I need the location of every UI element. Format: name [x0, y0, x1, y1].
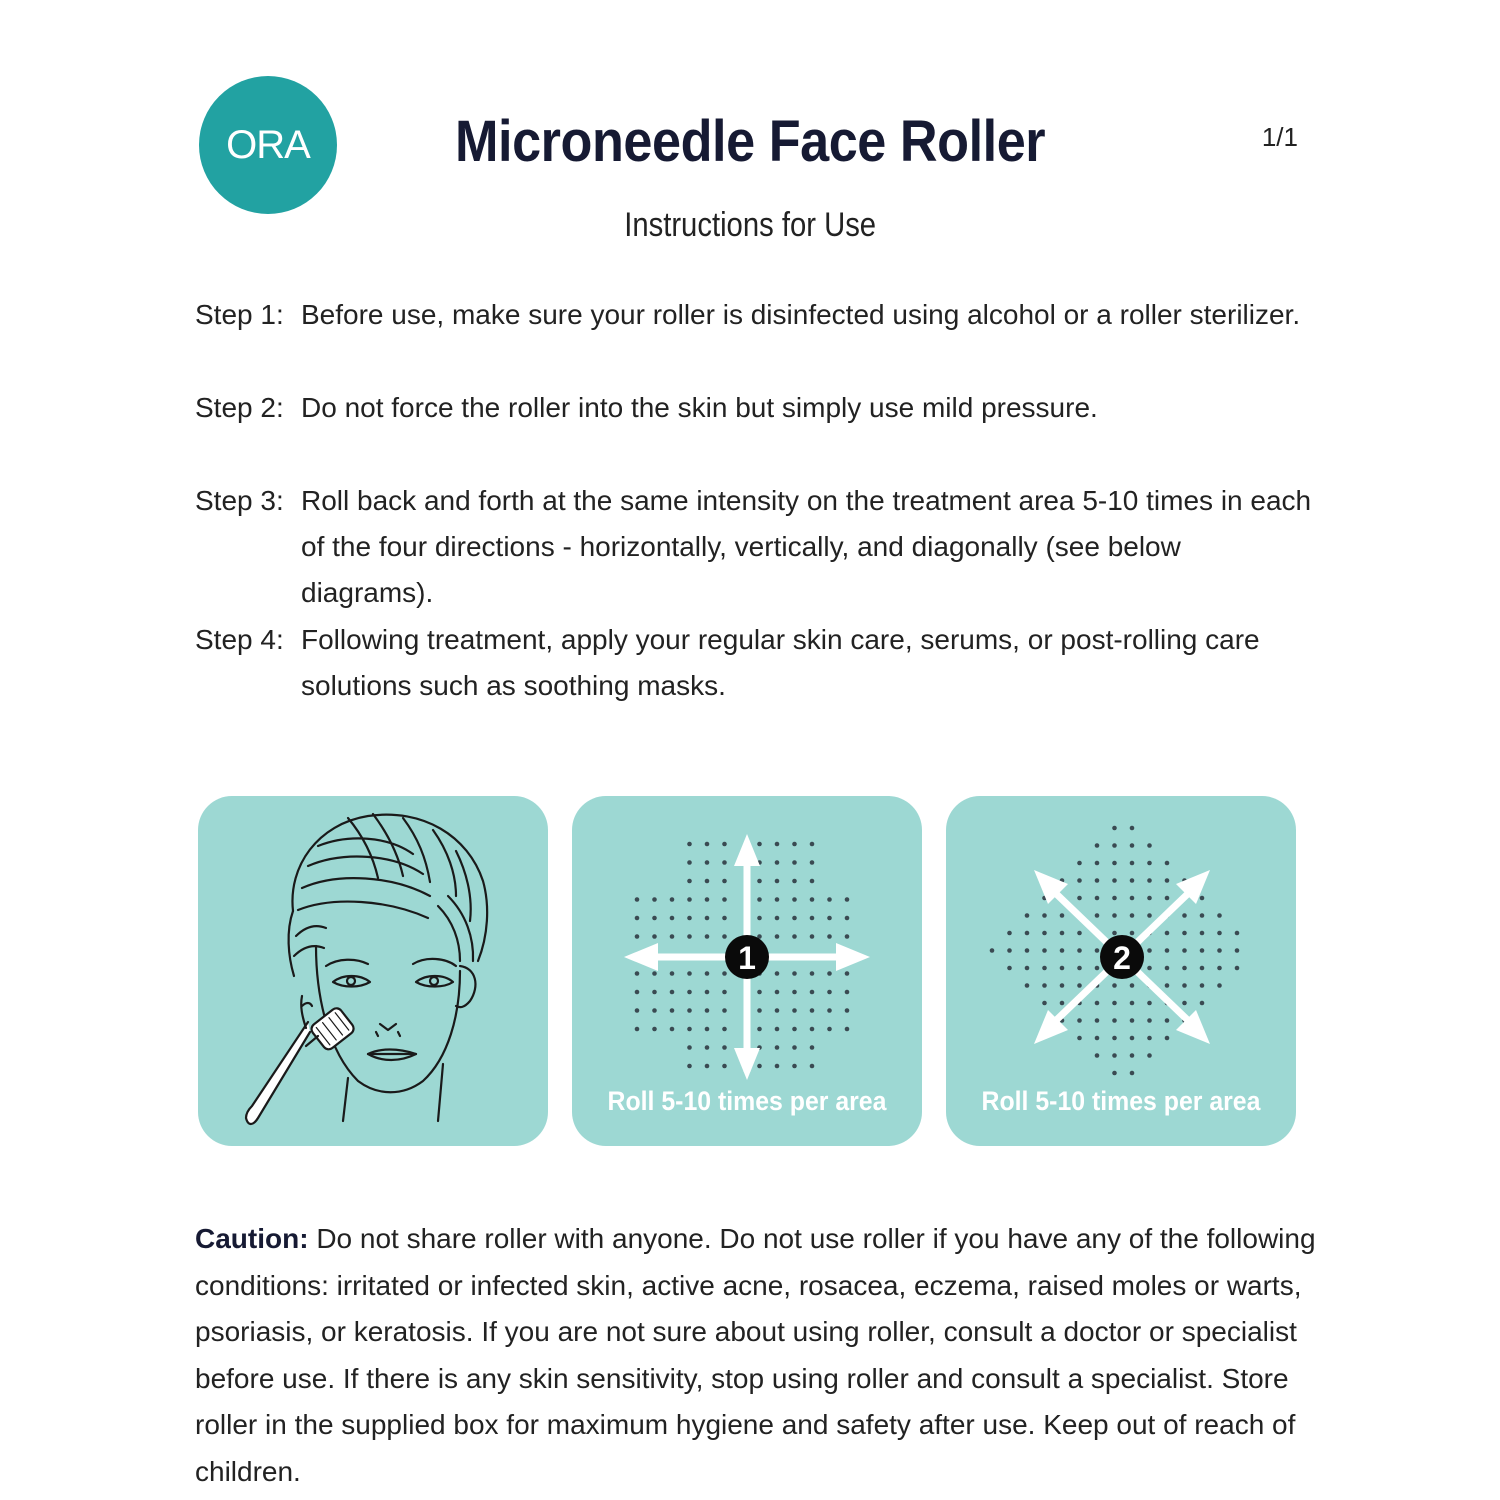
step-text: Before use, make sure your roller is disinfected using alcohol or a roller sterilizer.: [301, 299, 1301, 330]
step-number: 1: [738, 940, 756, 976]
page-number: 1/1: [1261, 122, 1298, 152]
step-1: [195, 292, 1315, 338]
page-subtitle: Instructions for Use: [624, 206, 877, 244]
panel-caption: Roll 5-10 times per area: [981, 1086, 1261, 1116]
step-number: 2: [1113, 940, 1131, 976]
step-label: Step 3:: [195, 485, 284, 516]
step-3: [195, 478, 1315, 616]
caution-text: Do not share roller with anyone. Do not use roller if you have any of the following conditions: irritated or infected skin, active acne, rosacea, eczema, raised moles or warts, psoriasis, or keratosis. If you are not sure about using roller, consult a doctor or specialist before use. If there is any skin sensitivity, stop using roller and consult a specialist. Store roller in the supplied box for maximum hygiene and safety after use. Keep out of reach of children.: [195, 1223, 1316, 1487]
panel-caption: Roll 5-10 times per area: [607, 1086, 887, 1116]
face-illustration-panel: [198, 796, 548, 1146]
page-title: Microneedle Face Roller: [455, 109, 1046, 174]
step-text: Do not force the roller into the skin but simply use mild pressure.: [301, 392, 1098, 423]
face-with-roller-illustration: [198, 796, 548, 1146]
logo-text: ORA: [226, 122, 310, 167]
step-label: Step 4:: [195, 624, 284, 655]
step-text: Following treatment, apply your regular skin care, serums, or post-rolling care solutions such as soothing masks.: [301, 624, 1260, 701]
step-4: [195, 617, 1315, 709]
step-2: [195, 385, 1315, 431]
caution-label: Caution:: [195, 1223, 309, 1254]
roll-direction-panel-1: [572, 796, 922, 1146]
step-label: Step 1:: [195, 299, 284, 330]
step-label: Step 2:: [195, 392, 284, 423]
roll-direction-panel-2: [946, 796, 1296, 1146]
step-text: Roll back and forth at the same intensity on the treatment area 5-10 times in each of the four directions - horizontally, vertically, and diagonally (see below diagrams).: [301, 485, 1312, 608]
caution-paragraph: [195, 1216, 1325, 1495]
